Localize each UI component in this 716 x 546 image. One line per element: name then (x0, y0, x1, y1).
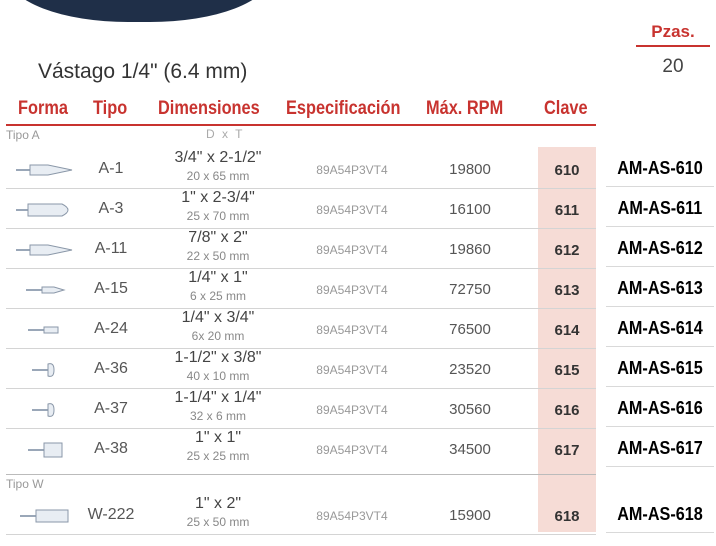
tipo-cell: A-15 (94, 280, 128, 297)
pieces-divider (636, 45, 710, 47)
code-divider (606, 466, 714, 467)
group-divider (6, 474, 596, 475)
specification-cell: 89A54P3VT4 (316, 443, 388, 457)
product-code: AM-AS-616 (617, 398, 703, 418)
max-rpm-cell: 19860 (449, 241, 491, 258)
row-divider (6, 268, 596, 269)
max-rpm-cell: 34500 (449, 441, 491, 458)
small-cylinder-icon (14, 321, 78, 339)
max-rpm-cell: 16100 (449, 201, 491, 218)
row-divider (6, 308, 596, 309)
tipo-cell: A-24 (94, 320, 128, 337)
cylinder-point-icon (14, 441, 78, 459)
clave-cell: 610 (554, 162, 580, 179)
tipo-cell: A-37 (94, 400, 128, 417)
disc-point-icon (14, 401, 78, 419)
dimension-inches: 1/4" x 3/4" (181, 309, 255, 326)
dimension-mm: 20 x 65 mm (186, 169, 250, 183)
dimension-inches: 3/4" x 2-1/2" (174, 149, 262, 166)
dimension-mm: 25 x 25 mm (186, 449, 250, 463)
product-code: AM-AS-615 (617, 358, 703, 378)
clave-cell: 611 (554, 202, 580, 219)
cone-point-icon (14, 241, 78, 259)
product-code: AM-AS-618 (617, 504, 703, 524)
bullet-point-icon (14, 201, 78, 219)
row-divider (6, 228, 596, 229)
cone-point-icon (14, 161, 78, 179)
code-divider (606, 346, 714, 347)
specification-cell: 89A54P3VT4 (316, 203, 388, 217)
header-rpm: Máx. RPM (426, 98, 504, 119)
dimension-mm: 40 x 10 mm (186, 369, 250, 383)
header-clave: Clave (544, 98, 588, 119)
specification-cell: 89A54P3VT4 (316, 243, 388, 257)
clave-cell: 614 (554, 322, 580, 339)
specification-cell: 89A54P3VT4 (316, 163, 388, 177)
row-divider (6, 428, 596, 429)
tipo-cell: W-222 (87, 506, 135, 523)
code-divider (606, 226, 714, 227)
header-divider (6, 124, 596, 126)
disc-point-icon (14, 361, 78, 379)
product-image-shape (8, 0, 270, 22)
clave-cell: 616 (554, 402, 580, 419)
group-label-tipo-a: Tipo A (6, 128, 40, 142)
dimension-inches: 1" x 2" (194, 495, 242, 512)
clave-cell: 615 (554, 362, 580, 379)
clave-cell: 613 (554, 282, 580, 299)
tipo-cell: A-36 (94, 360, 128, 377)
dimension-inches: 1-1/2" x 3/8" (174, 349, 262, 366)
product-code: AM-AS-611 (617, 198, 703, 218)
pieces-value: 20 (662, 56, 684, 77)
specification-cell: 89A54P3VT4 (316, 363, 388, 377)
tipo-cell: A-1 (98, 160, 124, 177)
dimension-inches: 1/4" x 1" (188, 269, 248, 286)
small-cone-icon (14, 281, 78, 299)
clave-cell: 618 (554, 508, 580, 525)
row-divider (6, 348, 596, 349)
max-rpm-cell: 23520 (449, 361, 491, 378)
code-divider (606, 426, 714, 427)
code-divider (606, 266, 714, 267)
specification-cell: 89A54P3VT4 (316, 509, 388, 523)
code-divider (606, 306, 714, 307)
group-label-tipo-w: Tipo W (6, 477, 44, 491)
row-divider (6, 534, 596, 535)
product-code: AM-AS-612 (617, 238, 703, 258)
dimension-mm: 25 x 70 mm (186, 209, 250, 223)
specification-cell: 89A54P3VT4 (316, 283, 388, 297)
product-code: AM-AS-610 (617, 158, 703, 178)
max-rpm-cell: 76500 (449, 321, 491, 338)
dimension-inches: 1" x 1" (194, 429, 242, 446)
tipo-cell: A-11 (94, 240, 128, 257)
max-rpm-cell: 30560 (449, 401, 491, 418)
header-dimensiones: Dimensiones (158, 98, 260, 119)
section-title: Vástago 1/4" (6.4 mm) (38, 60, 248, 83)
dimension-mm: 22 x 50 mm (186, 249, 250, 263)
dimension-inches: 1" x 2-3/4" (181, 189, 255, 206)
header-tipo: Tipo (93, 98, 128, 119)
dimensions-hint: D x T (206, 127, 245, 141)
tipo-cell: A-38 (94, 440, 128, 457)
dimension-inches: 7/8" x 2" (188, 229, 248, 246)
dimension-mm: 6 x 25 mm (189, 289, 246, 303)
specification-cell: 89A54P3VT4 (316, 323, 388, 337)
tipo-cell: A-3 (98, 200, 124, 217)
header-especificacion: Especificación (286, 98, 401, 119)
wheel-point-icon (14, 507, 78, 525)
code-divider (606, 532, 714, 533)
row-divider (6, 388, 596, 389)
max-rpm-cell: 19800 (449, 161, 491, 178)
pieces-label: Pzas. (651, 22, 695, 41)
row-divider (6, 188, 596, 189)
dimension-mm: 32 x 6 mm (189, 409, 246, 423)
dimension-inches: 1-1/4" x 1/4" (174, 389, 262, 406)
product-code: AM-AS-614 (617, 318, 703, 338)
clave-cell: 612 (554, 242, 580, 259)
max-rpm-cell: 15900 (449, 507, 491, 524)
dimension-mm: 25 x 50 mm (186, 515, 250, 529)
header-forma: Forma (18, 98, 68, 119)
code-divider (606, 386, 714, 387)
code-divider (606, 186, 714, 187)
max-rpm-cell: 72750 (449, 281, 491, 298)
product-code: AM-AS-613 (617, 278, 703, 298)
product-code: AM-AS-617 (617, 438, 703, 458)
specification-cell: 89A54P3VT4 (316, 403, 388, 417)
dimension-mm: 6x 20 mm (191, 329, 245, 343)
clave-cell: 617 (554, 442, 580, 459)
